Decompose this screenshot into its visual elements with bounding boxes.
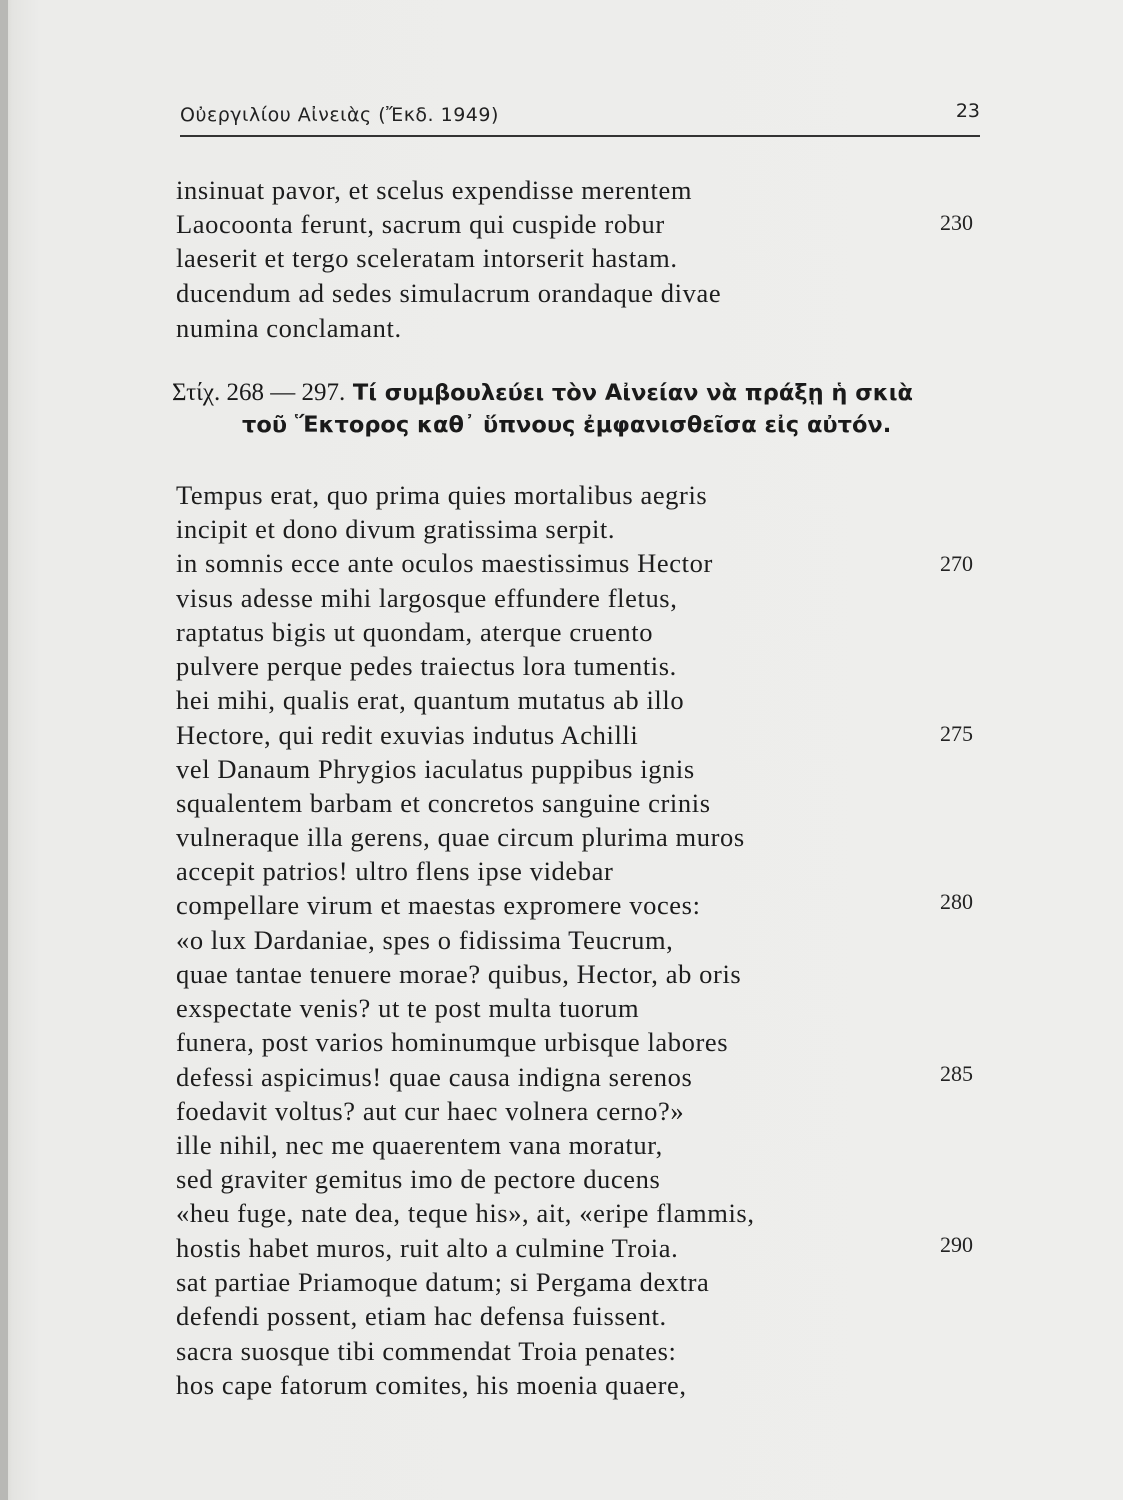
verse-line: exspectate venis? ut te post multa tuorum [176,993,640,1023]
verse-line: insinuat pavor, et scelus expendisse merentem [176,175,693,205]
verse-line: defessi aspicimus! quae causa indigna serenos [176,1062,693,1092]
verse-line: sed graviter gemitus imo de pectore ducens [176,1164,661,1194]
verse-line: funera, post varios hominumque urbisque labores [176,1027,729,1057]
verse-line: laeserit et tergo sceleratam intorserit hastam. [176,243,678,273]
line-number: 230 [940,210,973,235]
page-header [180,100,980,132]
page-number: 23 [955,100,980,122]
verse-line: numina conclamant. [176,313,402,343]
verse-line: pulvere perque pedes traiectus lora tumentis. [176,651,677,681]
section-title-line1: Τί συμβουλεύει τὸν Αἰνείαν νὰ πράξῃ ἡ σκιὰ [352,380,914,406]
verse-line: hostis habet muros, ruit alto a culmine Troia. [176,1233,679,1263]
line-number: 285 [940,1061,973,1086]
verse-line: vel Danaum Phrygios iaculatus puppibus ignis [176,754,695,784]
verse-line: ille nihil, nec me quaerentem vana moratur, [176,1130,663,1160]
verse-line: visus adesse mihi largosque effundere fletus, [176,583,678,613]
verse-line: «o lux Dardaniae, spes o fidissima Teucrum, [176,925,674,955]
header-rule [180,135,980,137]
verse-line: foedavit voltus? aut cur haec volnera cerno?» [176,1096,685,1126]
verse-line: compellare virum et maestas expromere voces: [176,890,701,920]
verse-line: accepit patrios! ultro flens ipse videbar [176,856,614,886]
verse-line: hos cape fatorum comites, his moenia quaere, [176,1370,687,1400]
line-number: 280 [940,889,973,914]
running-title: Οὐεργιλίου Αἰνειὰς (Ἔκδ. 1949) [180,104,499,126]
verse-line: sacra suosque tibi commendat Troia penates: [176,1336,677,1366]
verse-line: quae tantae tenuere morae? quibus, Hector, ab oris [176,959,742,989]
verse-line: vulneraque illa gerens, quae circum plurima muros [176,822,745,852]
verse-line: Hectore, qui redit exuvias indutus Achilli [176,720,639,750]
verse-line: raptatus bigis ut quondam, aterque cruento [176,617,654,647]
verse-line: hei mihi, qualis erat, quantum mutatus ab illo [176,685,685,715]
section-title-line2: τοῦ Ἕκτορος καθ᾽ ὕπνους ἐμφανισθεῖσα εἰς αὐτόν. [242,412,892,438]
verse-line: Laocoonta ferunt, sacrum qui cuspide robur [176,209,665,239]
line-number: 275 [940,721,973,746]
verse-line: squalentem barbam et concretos sanguine crinis [176,788,711,818]
verse-line: Tempus erat, quo prima quies mortalibus aegris [176,480,708,510]
verse-line: «heu fuge, nate dea, teque his», ait, «eripe flammis, [176,1198,755,1228]
verse-line: ducendum ad sedes simulacrum orandaque divae [176,278,722,308]
verse-line: sat partiae Priamoque datum; si Pergama dextra [176,1267,710,1297]
line-number: 270 [940,551,973,576]
section-reference: Στίχ. 268 — 297. [172,379,346,406]
verse-line: in somnis ecce ante oculos maestissimus Hector [176,548,713,578]
verse-line: defendi possent, etiam hac defensa fuissent. [176,1301,667,1331]
line-number: 290 [940,1232,973,1257]
verse-line: incipit et dono divum gratissima serpit. [176,514,616,544]
page-gutter-shadow [0,0,8,1500]
